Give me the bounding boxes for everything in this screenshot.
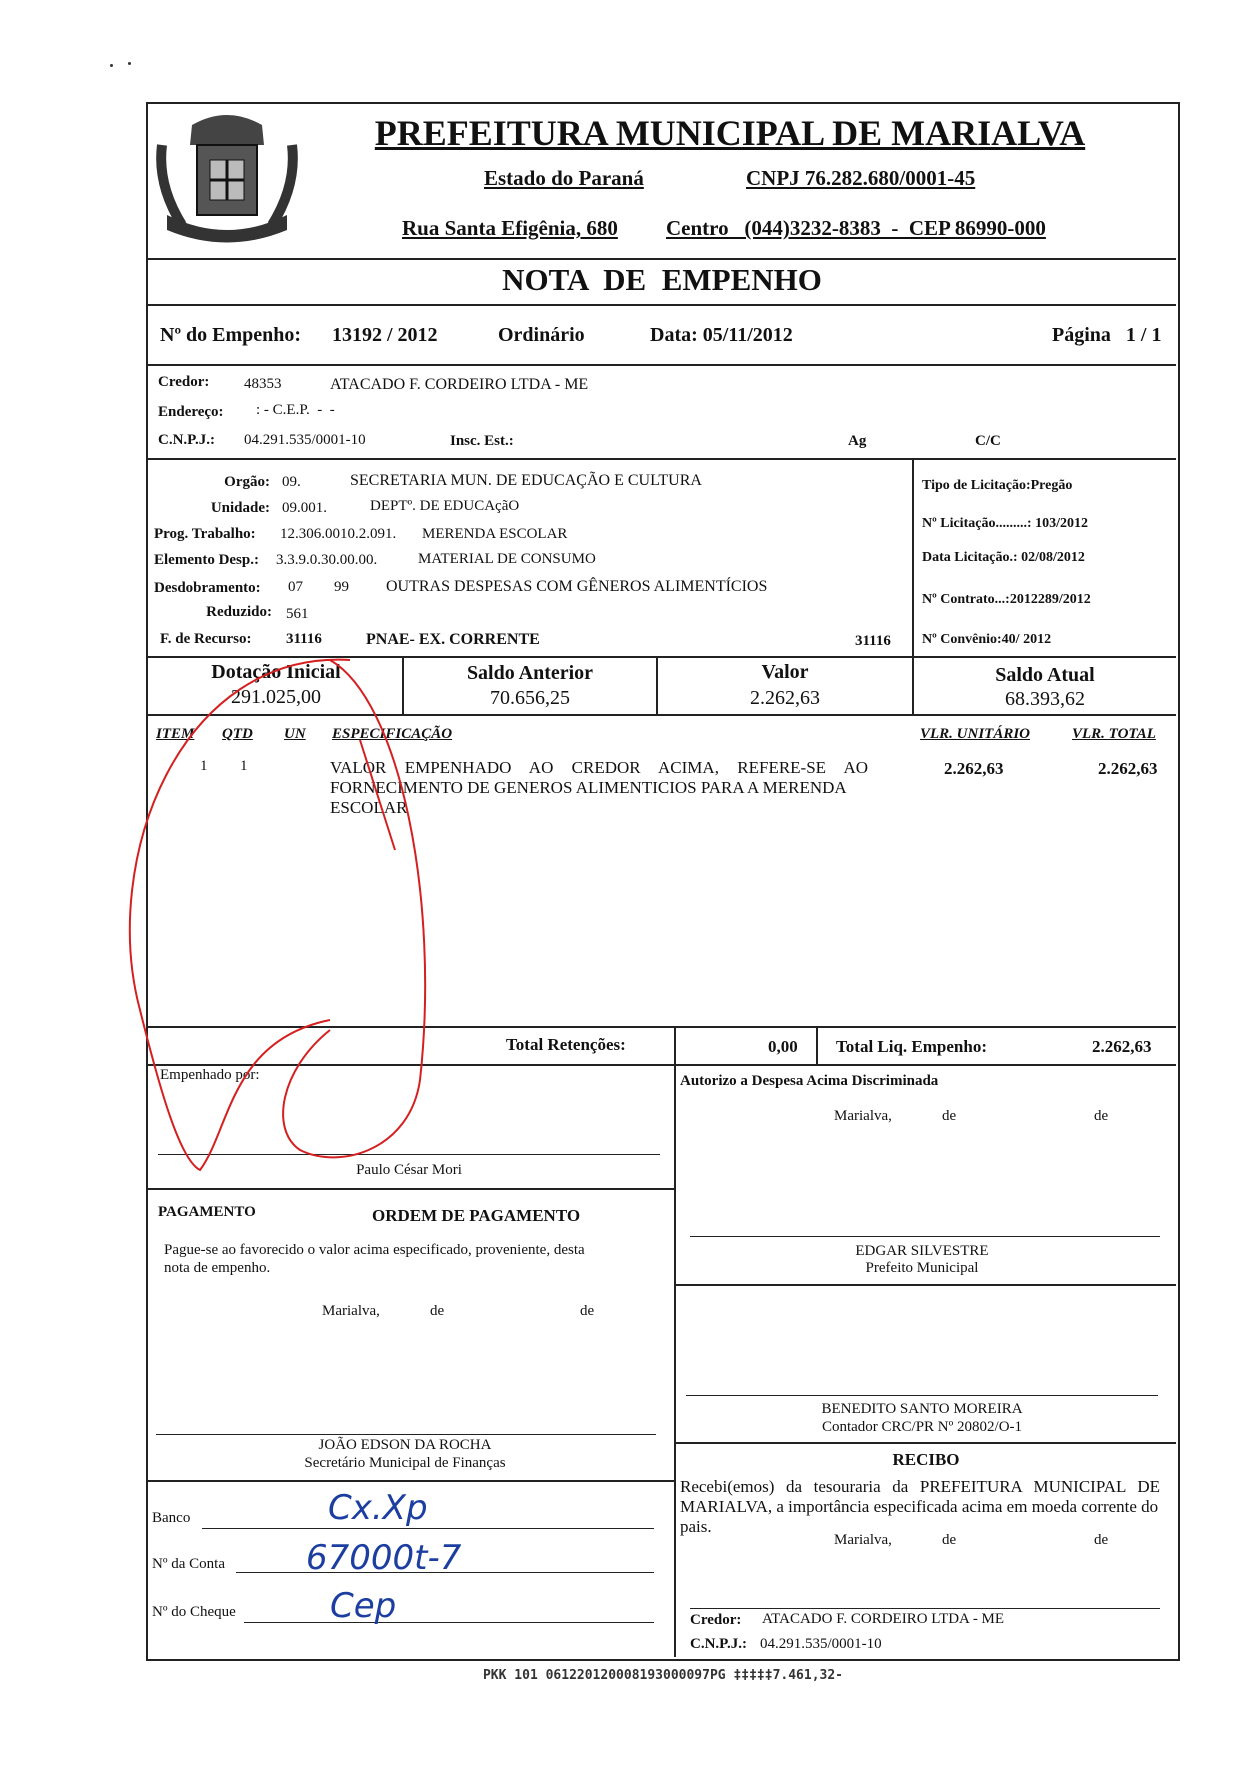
empenho-tipo: Ordinário <box>498 324 585 346</box>
desdobramento-desc: OUTRAS DESPESAS COM GÊNEROS ALIMENTÍCIOS <box>386 578 768 595</box>
recibo-cnpj-label: C.N.P.J.: <box>690 1636 747 1652</box>
prog-label: Prog. Trabalho: <box>154 526 256 542</box>
recibo-texto2: MARIALVA, a importância especificada acima em moeda corrente do <box>680 1497 1159 1516</box>
pagamento-local: Marialva, <box>322 1303 380 1319</box>
cheque-handwriting: Cep <box>330 1586 397 1626</box>
ag-label: Ag <box>848 433 867 449</box>
credor-label: Credor: <box>158 374 210 390</box>
header-title: PREFEITURA MUNICIPAL DE MARIALVA <box>374 113 1086 153</box>
credor-name: ATACADO F. CORDEIRO LTDA - ME <box>330 376 589 393</box>
col-item: ITEM <box>156 726 195 742</box>
credor-cnpj-label: C.N.P.J.: <box>158 432 215 448</box>
orgao-label: Orgão: <box>224 474 270 490</box>
col-un: UN <box>284 726 306 742</box>
insc-est-label: Insc. Est.: <box>450 433 514 449</box>
footer-code: PKK 101 061220120008193000097PG ‡‡‡‡‡7.461,32- <box>482 1668 844 1683</box>
autorizo-de2: de <box>1094 1108 1109 1124</box>
banco-handwriting: Cx.Xp <box>328 1488 428 1528</box>
saldo-atual-label: Saldo Atual <box>995 664 1095 686</box>
endereco-value: : - C.E.P. - - <box>256 402 335 418</box>
empenho-data: Data: 05/11/2012 <box>650 324 793 346</box>
prog-code: 12.306.0010.2.091. <box>280 526 397 542</box>
conta-label: Nº da Conta <box>152 1556 225 1572</box>
elemento-desc: MATERIAL DE CONSUMO <box>418 551 596 567</box>
pagamento-label: PAGAMENTO <box>158 1204 256 1220</box>
desdobramento-code2: 99 <box>334 579 349 595</box>
unidade-code: 09.001. <box>282 500 327 516</box>
autorizo-de1: de <box>942 1108 957 1124</box>
retencoes-value: 0,00 <box>768 1037 798 1056</box>
item-desc-line3: ESCOLAR <box>330 798 408 817</box>
cc-label: C/C <box>975 433 1001 449</box>
reduzido-value: 561 <box>286 606 309 622</box>
prefeito-nome: EDGAR SILVESTRE <box>855 1243 989 1259</box>
contador-nome: BENEDITO SANTO MOREIRA <box>821 1401 1023 1417</box>
numero-licitacao: Nº Licitação.........: 103/2012 <box>922 516 1088 531</box>
banco-label: Banco <box>152 1510 191 1526</box>
item-vlr-unitario: 2.262,63 <box>944 759 1004 778</box>
recibo-credor-value: ATACADO F. CORDEIRO LTDA - ME <box>762 1611 1005 1627</box>
dotacao-value: 291.025,00 <box>231 686 321 708</box>
recibo-local: Marialva, <box>834 1532 892 1548</box>
pagamento-texto1: Pague-se ao favorecido o valor acima especificado, proveniente, desta <box>164 1242 585 1258</box>
prefeito-cargo: Prefeito Municipal <box>865 1260 979 1276</box>
saldo-atual-value: 68.393,62 <box>1005 688 1085 710</box>
total-liq-label: Total Liq. Empenho: <box>836 1037 987 1056</box>
col-qtd: QTD <box>222 726 253 742</box>
col-vlr-unitario: VLR. UNITÁRIO <box>920 726 1031 742</box>
data-licitacao: Data Licitação.: 02/08/2012 <box>922 550 1085 565</box>
endereco-label: Endereço: <box>158 404 224 420</box>
recibo-cnpj-value: 04.291.535/0001-10 <box>760 1636 882 1652</box>
header-cnpj: CNPJ 76.282.680/0001-45 <box>746 166 976 190</box>
contador-cargo: Contador CRC/PR Nº 20802/O-1 <box>821 1419 1023 1435</box>
header-state: Estado do Paraná <box>484 166 644 190</box>
numero-convenio: Nº Convênio:40/ 2012 <box>922 632 1052 647</box>
autorizo-local: Marialva, <box>834 1108 892 1124</box>
recibo-de2: de <box>1094 1532 1109 1548</box>
pagamento-de1: de <box>430 1303 445 1319</box>
reduzido-label: Reduzido: <box>206 604 272 620</box>
secretario-cargo: Secretário Municipal de Finanças <box>304 1455 506 1471</box>
item-number: 1 <box>200 758 208 774</box>
cheque-label: Nº do Cheque <box>152 1604 236 1620</box>
item-qtd: 1 <box>240 758 248 774</box>
retencoes-label: Total Retenções: <box>506 1035 626 1054</box>
secretario-nome: JOÃO EDSON DA ROCHA <box>318 1437 492 1453</box>
recibo-texto3: pais. <box>680 1517 712 1536</box>
unidade-desc: DEPTº. DE EDUCAçãO <box>370 498 520 514</box>
prog-desc: MERENDA ESCOLAR <box>422 526 568 542</box>
recibo-title: RECIBO <box>892 1450 960 1469</box>
orgao-desc: SECRETARIA MUN. DE EDUCAÇÃO E CULTURA <box>350 472 702 489</box>
recibo-de1: de <box>942 1532 957 1548</box>
recibo-texto1: Recebi(emos) da tesouraria da PREFEITURA MUNICIPAL DE <box>680 1477 1160 1496</box>
total-liq-value: 2.262,63 <box>1092 1037 1152 1056</box>
recurso-desc: PNAE- EX. CORRENTE <box>366 631 540 648</box>
elemento-code: 3.3.9.0.30.00.00. <box>276 552 378 568</box>
recurso-code: 31116 <box>286 631 322 647</box>
autorizo-text: Autorizo a Despesa Acima Discriminada <box>680 1073 939 1089</box>
empenhado-nome: Paulo César Mori <box>356 1162 462 1178</box>
doc-title: NOTA DE EMPENHO <box>502 262 822 297</box>
desdobramento-label: Desdobramento: <box>154 580 261 596</box>
ordem-pagamento: ORDEM DE PAGAMENTO <box>372 1206 581 1225</box>
valor-label: Valor <box>761 661 809 683</box>
pagamento-de2: de <box>580 1303 595 1319</box>
item-desc-line2: FORNECIMENTO DE GENEROS ALIMENTICIOS PARA A MERENDA <box>330 778 847 797</box>
desdobramento-code1: 07 <box>288 579 303 595</box>
valor-value: 2.262,63 <box>750 687 820 709</box>
item-vlr-total: 2.262,63 <box>1098 759 1158 778</box>
tipo-licitacao: Tipo de Licitação:Pregão <box>922 478 1073 493</box>
header-address: Rua Santa Efigênia, 680 <box>402 216 618 240</box>
recibo-credor-label: Credor: <box>690 1612 742 1628</box>
unidade-label: Unidade: <box>210 500 270 516</box>
page-number: Página 1 / 1 <box>1052 324 1162 346</box>
item-desc-line1: VALOR EMPENHADO AO CREDOR ACIMA, REFERE-SE AO <box>330 758 868 777</box>
empenhado-label: Empenhado por: <box>160 1067 260 1083</box>
elemento-label: Elemento Desp.: <box>154 552 259 568</box>
recurso-code-right: 31116 <box>855 633 891 649</box>
recurso-label: F. de Recurso: <box>160 631 252 647</box>
empenho-number: 13192 / 2012 <box>332 324 438 346</box>
credor-cnpj-value: 04.291.535/0001-10 <box>244 432 366 448</box>
col-vlr-total: VLR. TOTAL <box>1072 726 1156 742</box>
numero-contrato: Nº Contrato...:2012289/2012 <box>922 592 1091 607</box>
saldo-anterior-value: 70.656,25 <box>490 687 570 709</box>
saldo-anterior-label: Saldo Anterior <box>466 662 594 684</box>
empenho-label: Nº do Empenho: <box>160 324 302 346</box>
col-especificacao: ESPECIFICAÇÃO <box>332 726 453 742</box>
pagamento-texto2: nota de empenho. <box>164 1260 271 1276</box>
conta-handwriting: 67000t-7 <box>306 1538 462 1578</box>
dotacao-label: Dotação Inicial <box>211 661 341 683</box>
header-contact: Centro (044)3232-8383 - CEP 86990-000 <box>666 216 1046 240</box>
credor-code: 48353 <box>244 376 282 392</box>
orgao-code: 09. <box>282 474 301 490</box>
